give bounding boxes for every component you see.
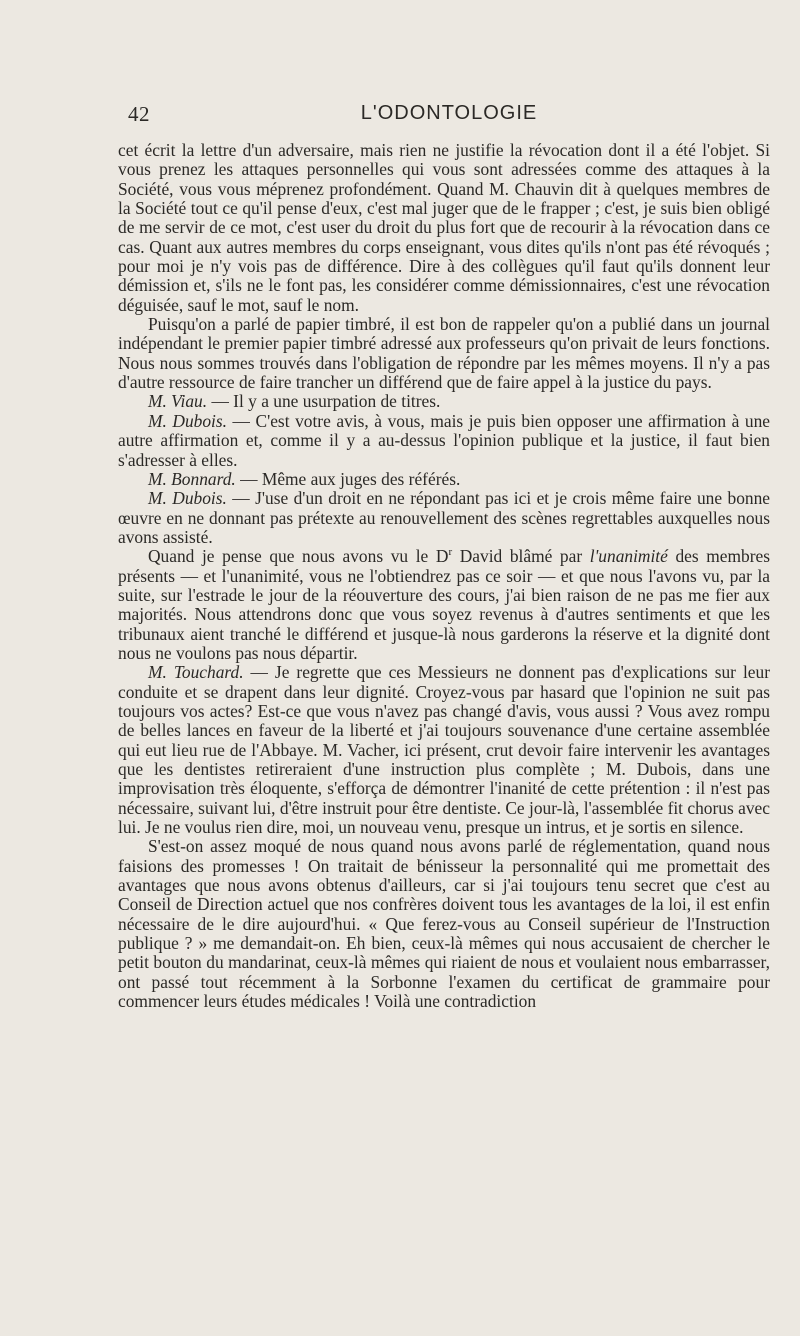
paragraph — [118, 489, 770, 547]
paragraph-text: — C'est votre avis, à vous, mais je puis bien opposer une affirmation à une autre affirmation et, comme il y a au-dessus l'opinion publique et la justice, il faut bien s'adresser à elles. — [118, 410, 770, 470]
superscript: r — [448, 546, 453, 559]
paragraph-text: — Même aux juges des référés. — [235, 468, 461, 489]
paragraph — [118, 315, 770, 392]
speaker-name: M. Dubois. — [148, 410, 227, 431]
paragraph-text: S'est-on assez moqué de nous quand nous avons parlé de réglementation, quand nous faisions des promesses ! On traitait de bénisseur la personnalité qui me promettait des avantages que nous avons obtenus d'ailleurs, car si j'ai toujours tenu secret que c'est au Conseil de Direction actuel que nos confrères doivent tous les avantages de la loi, il est enfin nécessaire de le dire aujourd'hui. « Que ferez-vous au Conseil supérieur de l'Instruction publique ? » me demandait-on. Eh bien, ceux-là mêmes qui nous accusaient de chercher le petit bouton du mandarinat, ceux-là mêmes qui riaient de nous et voulaient nous embarrasser, ont passé tout récemment à la Sorbonne l'examen du certificat de grammaire pour commencer leurs études médicales ! Voilà une contradiction — [118, 836, 770, 1012]
paragraph-text: cet écrit la lettre d'un adversaire, mais rien ne justifie la révocation dont il a été l'objet. Si vous prenez les attaques personnelles qui vous sont adressées comme des attaques à la Société, vous vous méprenez profondément. Quand M. Chauvin dit à quelques membres de la Société tout ce qu'il pense d'eux, c'est mal juger que de le frapper ; c'est, je suis bien obligé de me servir de ce mot, c'est user du droit du plus fort que de recourir à la révocation dans ce cas. Quant aux autres membres du corps enseignant, vous dites qu'ils n'ont pas été révoqués ; pour moi je n'y vois pas de différence. Dire à des collègues qu'il faut qu'ils donnent leur démission et, s'ils ne le font pas, les considérer comme démissionnaires, c'est une révocation déguisée, sauf le mot, sauf le nom. — [118, 140, 770, 315]
page-header — [128, 100, 770, 132]
page-number: 42 — [128, 102, 150, 126]
paragraph-text: David blâmé par — [452, 546, 590, 567]
paragraph-text: Quand je pense que nous avons vu le D — [148, 546, 449, 567]
emphasis: l'unanimité — [589, 546, 668, 567]
paragraph — [118, 392, 770, 411]
speaker-name: M. Bonnard. — [148, 468, 236, 489]
paragraph-text: — Je regrette que ces Messieurs ne donnent pas d'explications sur leur conduite et se drapent dans leur dignité. Croyez-vous par hasard que l'opinion ne suit pas toujours vos actes? Est-ce que vous n'avez pas changé d'avis, vous aussi ? Vous avez rompu de belles lances en faveur de la liberté et j'ai toujours souvenance d'une certaine assemblée qui eut lieu rue de l'Abbaye. M. Vacher, ici présent, crut devoir faire intervenir les avantages que les dentistes retireraient d'une instruction plus complète ; M. Dubois, dans une improvisation très éloquente, s'efforça de démontrer l'inanité de cette prétention : il n'est pas nécessaire, suivant lui, d'être instruit pour être dentiste. Ce jour-là, l'assemblée fit chorus avec lui. Je ne voulus rien dire, moi, un nouveau venu, presque un intrus, et je sortis en silence. — [118, 662, 770, 838]
speaker-name: M. Touchard. — [148, 662, 244, 683]
paragraph — [118, 663, 770, 837]
paragraph-text: Puisqu'on a parlé de papier timbré, il est bon de rappeler qu'on a publié dans un journal indépendant le premier papier timbré adressé aux professeurs qu'on privait de leurs fonctions. Nous nous sommes trouvés dans l'obligation de répondre par les mêmes moyens. Il n'y a pas d'autre ressource de faire trancher un différend que de faire appel à la justice du pays. — [118, 314, 770, 393]
body-text — [118, 141, 770, 1011]
paragraph — [118, 470, 770, 489]
speaker-name: M. Dubois. — [148, 488, 227, 509]
paragraph — [118, 547, 770, 663]
paragraph — [118, 837, 770, 1011]
paragraph — [118, 412, 770, 470]
running-title: L'ODONTOLOGIE — [360, 102, 538, 124]
paragraph-text: — J'use d'un droit en ne répondant pas ici et je crois même faire une bonne œuvre en ne donnant pas prétexte au renouvellement des scènes regrettables auxquelles nous avons assisté. — [118, 488, 770, 547]
paragraph-text: des membres présents — et l'unanimité, vous ne l'obtiendrez pas ce soir — et que nous l'avons vu, par la suite, sur l'estrade le jour de la réouverture des cours, j'ai bien raison de ne pas me fier aux majorités. Nous attendrons donc que vous soyez revenus à d'autres sentiments et que les tribunaux aient tranché le différend et jusque-là nous garderons la réserve et la dignité dont nous ne voulons pas nous départir. — [118, 546, 771, 663]
speaker-name: M. Viau. — [148, 391, 208, 412]
paragraph — [118, 141, 770, 315]
paragraph-text: — Il y a une usurpation de titres. — [207, 391, 441, 412]
